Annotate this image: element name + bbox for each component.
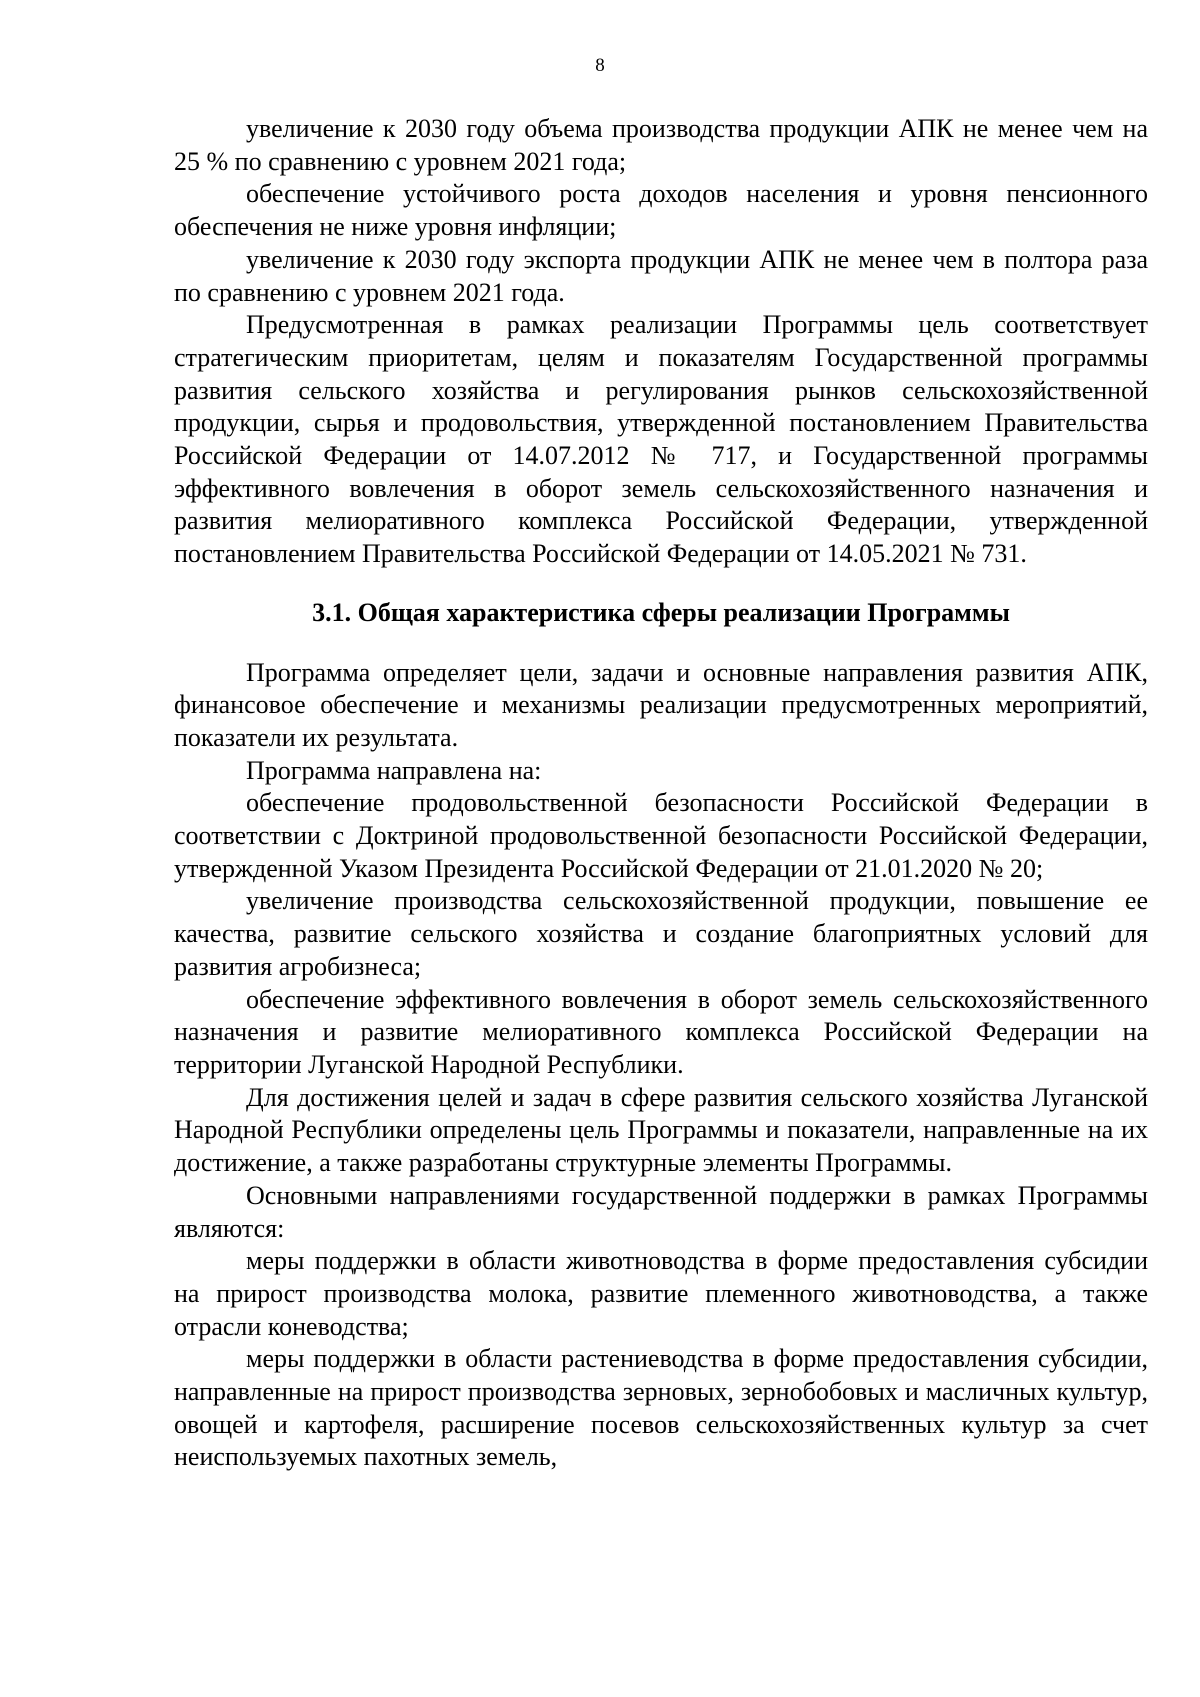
paragraph: Программа направлена на: xyxy=(246,755,542,785)
paragraph: увеличение к 2030 году экспорта продукции АПК не менее чем в полтора раза по сравнению с уровнем 2021 года. xyxy=(174,244,1148,307)
paragraph: меры поддержки в области животноводства в форме предоставления субсидии на прирост производства молока, развитие племенного животноводства, а также отрасли коневодства; xyxy=(174,1246,1148,1341)
section-heading: 3.1. Общая характеристика сферы реализации Программы xyxy=(312,597,1010,627)
document-body xyxy=(174,113,1148,1474)
paragraph: обеспечение эффективного вовлечения в оборот земель сельскохозяйственного назначения и развитие мелиоративного комплекса Российской Федерации на территории Луганской Народной Республики. xyxy=(174,984,1148,1079)
page-number: 8 xyxy=(595,55,605,76)
paragraph: Программа определяет цели, задачи и основные направления развития АПК, финансовое обеспечение и механизмы реализации предусмотренных мероприятий, показатели их результата. xyxy=(174,657,1148,752)
paragraph: меры поддержки в области растениеводства в форме предоставления субсидии, направленные на прирост производства зерновых, зернобобовых и масличных культур, овощей и картофеля, расширение посевов сельскохозяйственных культур за счет неиспользуемых пахотных земель, xyxy=(174,1344,1148,1472)
paragraph: Основными направлениями государственной поддержки в рамках Программы являются: xyxy=(174,1180,1148,1243)
paragraph: обеспечение устойчивого роста доходов населения и уровня пенсионного обеспечения не ниже уровня инфляции; xyxy=(174,179,1148,242)
paragraph: Предусмотренная в рамках реализации Программы цель соответствует стратегическим приоритетам, целям и показателям Государственной программы развития сельского хозяйства и регулирования рынков сельскохозяйственной продукции, сырья и продовольствия, утвержденной постановлением Правительства Российской Федерации от 14.07.2012 № 717, и Государственной программы эффективного вовлечения в оборот земель сельскохозяйственного назначения и развития мелиоративного комплекса Российской Федерации, утвержденной постановлением Правительства Российской Федерации от 14.05.2021 № 731. xyxy=(174,310,1148,569)
paragraph: увеличение к 2030 году объема производства продукции АПК не менее чем на 25 % по сравнению с уровнем 2021 года; xyxy=(174,114,1148,176)
paragraph: Для достижения целей и задач в сфере развития сельского хозяйства Луганской Народной Республики определены цель Программы и показатели, направленные на их достижение, а также разработаны структурные элементы Программы. xyxy=(174,1082,1148,1178)
paragraph: увеличение производства сельскохозяйственной продукции, повышение ее качества, развитие сельского хозяйства и создание благоприятных условий для развития агробизнеса; xyxy=(174,886,1148,981)
paragraph: обеспечение продовольственной безопасности Российской Федерации в соответствии с Доктриной продовольственной безопасности Российской Федерации, утвержденной Указом Президента Российской Федерации от 21.01.2020 № 20; xyxy=(174,788,1148,883)
